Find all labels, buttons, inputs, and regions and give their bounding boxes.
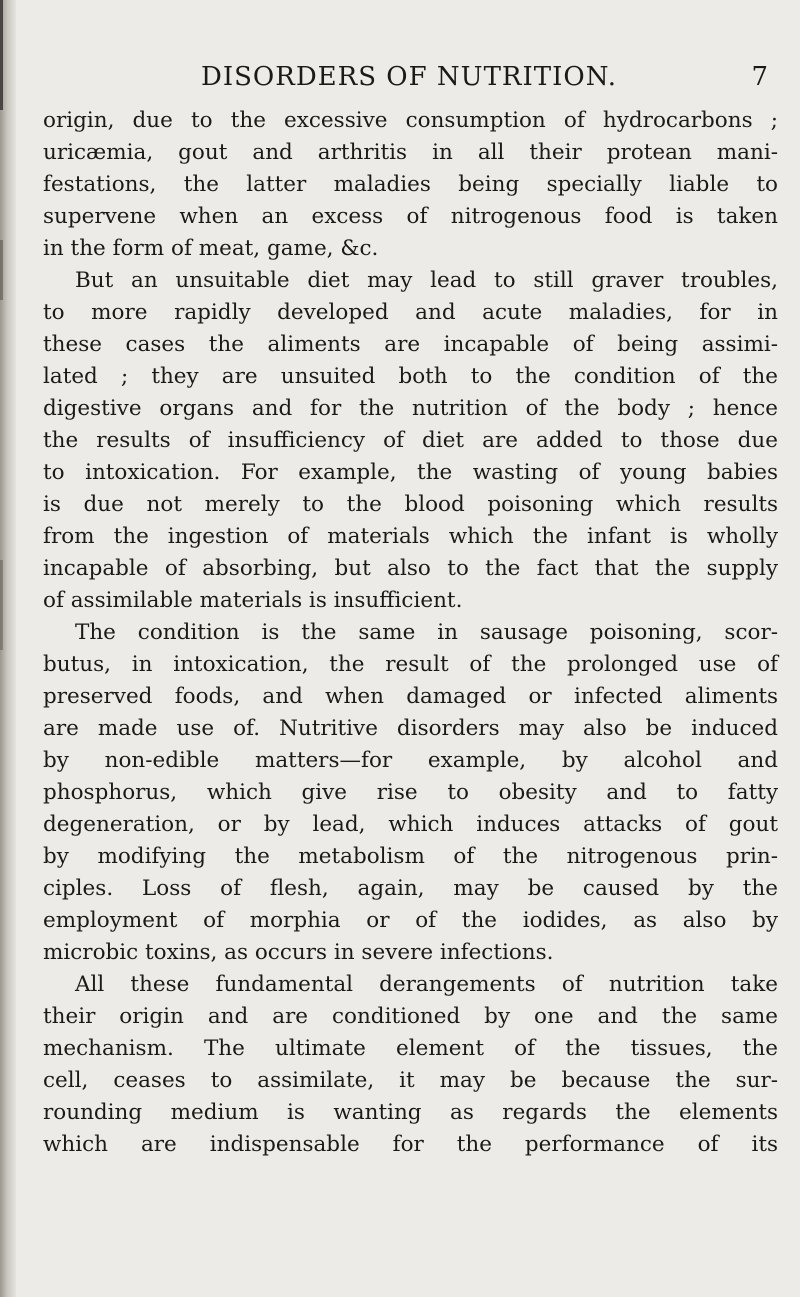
spine-shadow-mark — [0, 560, 3, 650]
text-line: these cases the aliments are incapable of being assimi- — [43, 332, 778, 357]
text-line: microbic toxins, as occurs in severe infections. — [43, 940, 554, 965]
text-line: digestive organs and for the nutrition of the body ; hence — [43, 396, 778, 421]
text-line: mechanism. The ultimate element of the tissues, the — [43, 1036, 778, 1061]
text-line: origin, due to the excessive consumption of hydrocarbons ; — [43, 108, 778, 133]
text-line: supervene when an excess of nitrogenous food is taken — [43, 204, 778, 229]
text-line: which are indispensable for the performance of its — [43, 1132, 778, 1157]
page-number: 7 — [751, 62, 768, 92]
text-line: are made use of. Nutritive disorders may also be induced — [43, 716, 778, 741]
text-line: festations, the latter maladies being specially liable to — [43, 172, 778, 197]
text-line: of assimilable materials is insufficient. — [43, 588, 463, 613]
text-line: uricæmia, gout and arthritis in all their protean mani- — [43, 140, 778, 165]
text-line: their origin and are conditioned by one and the same — [43, 1004, 778, 1029]
text-line: degeneration, or by lead, which induces attacks of gout — [43, 812, 778, 837]
text-line: phosphorus, which give rise to obesity and to fatty — [43, 780, 778, 805]
text-line: in the form of meat, game, &c. — [43, 236, 379, 261]
text-line: incapable of absorbing, but also to the fact that the supply — [43, 556, 778, 581]
body-text — [43, 106, 778, 1162]
text-line: butus, in intoxication, the result of the prolonged use of — [43, 652, 778, 677]
text-line: cell, ceases to assimilate, it may be because the sur- — [43, 1068, 778, 1093]
spine-shadow-mark — [0, 0, 3, 110]
text-line: ciples. Loss of flesh, again, may be caused by the — [43, 876, 778, 901]
text-line: preserved foods, and when damaged or infected aliments — [43, 684, 778, 709]
text-line: by non-edible matters—for example, by alcohol and — [43, 748, 778, 773]
book-page — [43, 0, 778, 1297]
running-head — [43, 62, 778, 96]
text-line: by modifying the metabolism of the nitrogenous prin- — [43, 844, 778, 869]
spine-shadow-mark — [0, 240, 3, 300]
text-line: is due not merely to the blood poisoning which results — [43, 492, 778, 517]
running-head-title: DISORDERS OF NUTRITION. — [201, 62, 618, 92]
text-line: from the ingestion of materials which the infant is wholly — [43, 524, 778, 549]
book-spine-edge — [0, 0, 16, 1297]
text-line: to intoxication. For example, the wasting of young babies — [43, 460, 778, 485]
text-line: the results of insufficiency of diet are added to those due — [43, 428, 778, 453]
text-line: employment of morphia or of the iodides, as also by — [43, 908, 778, 933]
text-line: rounding medium is wanting as regards the elements — [43, 1100, 778, 1125]
text-line: lated ; they are unsuited both to the condition of the — [43, 364, 778, 389]
text-line: to more rapidly developed and acute maladies, for in — [43, 300, 778, 325]
text-line: All these fundamental derangements of nutrition take — [75, 972, 778, 997]
text-line: But an unsuitable diet may lead to still graver troubles, — [75, 268, 778, 293]
text-line: The condition is the same in sausage poisoning, scor- — [75, 620, 778, 645]
